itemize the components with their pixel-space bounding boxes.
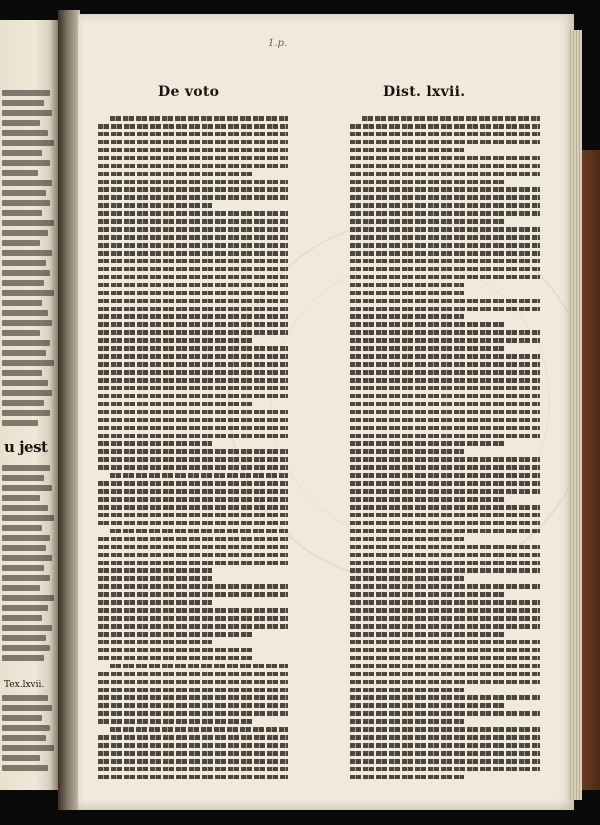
text-line [98, 584, 288, 589]
text-line [98, 243, 288, 248]
text-line [98, 195, 288, 200]
text-line [98, 759, 288, 764]
text-line [350, 172, 540, 177]
text-line [98, 322, 288, 327]
text-line [350, 299, 540, 304]
text-line [98, 370, 288, 375]
text-line [350, 711, 540, 716]
text-line [98, 354, 288, 359]
text-line [350, 576, 464, 581]
text-line [98, 600, 212, 605]
text-line [350, 680, 540, 685]
text-line [350, 322, 506, 327]
text-line [98, 680, 288, 685]
text-line [98, 767, 288, 772]
text-line [98, 418, 288, 423]
text-line [98, 124, 288, 129]
text-line [350, 354, 540, 359]
text-line [350, 600, 540, 605]
text-line [362, 116, 540, 121]
text-line [350, 688, 464, 693]
text-line [350, 203, 540, 208]
text-line [98, 703, 288, 708]
text-line [98, 148, 288, 153]
text-line [350, 251, 540, 256]
text-line [98, 235, 288, 240]
text-line [98, 156, 288, 161]
text-line [98, 719, 254, 724]
left-page-edge [0, 20, 58, 790]
text-line [98, 180, 288, 185]
text-line [350, 434, 540, 439]
text-line [350, 465, 540, 470]
text-line [350, 632, 506, 637]
text-line [98, 441, 212, 446]
text-line [350, 497, 506, 502]
text-line [98, 632, 254, 637]
text-line [350, 656, 540, 661]
text-line [98, 537, 288, 542]
text-line [350, 291, 464, 296]
text-line [98, 299, 288, 304]
text-line [110, 116, 288, 121]
text-line [98, 465, 288, 470]
text-line [98, 362, 288, 367]
text-line [350, 561, 540, 566]
text-line [98, 561, 288, 566]
text-line [98, 378, 288, 383]
text-line [98, 267, 288, 272]
text-line [350, 195, 540, 200]
text-line [110, 727, 288, 732]
text-line [350, 410, 540, 415]
text-line [98, 743, 288, 748]
text-line [98, 140, 288, 145]
left-page-heading: u jest [4, 438, 48, 456]
text-line [98, 227, 288, 232]
text-line [98, 314, 288, 319]
running-head-left: De voto [158, 84, 220, 100]
text-line [98, 576, 212, 581]
text-line [98, 505, 288, 510]
text-line [98, 410, 288, 415]
text-line [98, 695, 288, 700]
text-line [350, 378, 540, 383]
text-line [98, 338, 254, 343]
text-line [98, 449, 288, 454]
text-line [98, 172, 254, 177]
text-line [350, 124, 540, 129]
text-line [350, 314, 464, 319]
text-line [350, 489, 540, 494]
text-line [98, 513, 288, 518]
text-line [350, 751, 540, 756]
text-line [350, 275, 540, 280]
text-line [350, 132, 540, 137]
text-line [98, 497, 288, 502]
text-line [350, 267, 540, 272]
text-line [350, 759, 540, 764]
right-page [78, 14, 574, 810]
text-line [98, 592, 288, 597]
text-line [98, 386, 288, 391]
text-line [350, 180, 506, 185]
text-line [350, 164, 540, 169]
text-line [98, 648, 254, 653]
text-line [350, 330, 540, 335]
text-line [98, 164, 288, 169]
text-line [98, 489, 288, 494]
text-line [350, 156, 540, 161]
text-line [350, 672, 540, 677]
text-line [350, 624, 540, 629]
text-line [98, 402, 254, 407]
text-line [98, 426, 288, 431]
text-line [350, 727, 540, 732]
text-line [98, 656, 254, 661]
text-line [98, 307, 288, 312]
text-line [110, 529, 288, 534]
text-line [350, 370, 540, 375]
text-line [98, 521, 288, 526]
text-column-left [98, 116, 288, 783]
text-line [98, 330, 288, 335]
text-line [98, 346, 288, 351]
text-line [350, 664, 540, 669]
text-line [98, 132, 288, 137]
text-line [350, 529, 540, 534]
text-line [350, 235, 540, 240]
left-page-rubric: Tex.lxvii. [4, 680, 45, 690]
text-line [350, 505, 540, 510]
book-gutter [58, 10, 80, 810]
text-line [98, 211, 288, 216]
text-column-right [350, 116, 540, 783]
text-line [350, 243, 540, 248]
text-line [350, 211, 540, 216]
text-line [350, 513, 540, 518]
text-line [98, 275, 288, 280]
text-line [350, 695, 540, 700]
text-line [98, 545, 288, 550]
text-line [98, 616, 288, 621]
text-line [98, 481, 288, 486]
text-line [98, 775, 288, 780]
text-line [350, 219, 506, 224]
text-line [98, 203, 212, 208]
text-line [350, 346, 506, 351]
text-line [98, 251, 288, 256]
text-line [350, 449, 464, 454]
text-line [350, 553, 540, 558]
text-line [350, 775, 464, 780]
text-line [350, 743, 540, 748]
text-line [350, 394, 540, 399]
text-line [98, 259, 288, 264]
text-line [98, 434, 288, 439]
text-line [350, 457, 540, 462]
folio-mark: 1.p. [268, 38, 288, 49]
text-line [350, 386, 540, 391]
text-line [98, 688, 288, 693]
text-line [350, 608, 540, 613]
text-line [350, 259, 540, 264]
text-line [350, 537, 464, 542]
text-line [350, 767, 540, 772]
text-line [110, 473, 288, 478]
text-line [350, 648, 540, 653]
text-line [350, 148, 464, 153]
text-line [98, 283, 288, 288]
text-line [350, 616, 540, 621]
text-line [98, 219, 288, 224]
text-line [350, 338, 540, 343]
text-line [350, 402, 540, 407]
text-line [98, 751, 288, 756]
text-line [350, 307, 540, 312]
text-line [350, 441, 506, 446]
text-line [350, 568, 540, 573]
text-line [350, 426, 540, 431]
text-line [350, 362, 540, 367]
text-line [350, 521, 540, 526]
text-line [350, 140, 540, 145]
text-line [98, 187, 288, 192]
text-line [350, 735, 540, 740]
text-line [350, 584, 540, 589]
text-line [350, 719, 464, 724]
running-head-right: Dist. lxvii. [383, 84, 466, 100]
text-line [350, 703, 506, 708]
text-line [98, 394, 288, 399]
text-line [98, 291, 288, 296]
text-line [350, 592, 506, 597]
text-line [98, 672, 288, 677]
text-line [350, 640, 540, 645]
text-line [350, 187, 540, 192]
text-line [350, 418, 540, 423]
page-edges-stack [568, 30, 582, 800]
text-line [350, 473, 540, 478]
text-line [98, 553, 288, 558]
text-line [110, 664, 288, 669]
text-line [98, 735, 288, 740]
text-line [350, 283, 464, 288]
book-binding-edge [582, 150, 600, 790]
text-line [98, 711, 288, 716]
text-line [98, 457, 288, 462]
text-line [350, 227, 540, 232]
text-line [98, 608, 288, 613]
text-line [98, 624, 288, 629]
text-line [350, 481, 540, 486]
text-line [350, 545, 540, 550]
text-line [98, 640, 212, 645]
text-line [98, 568, 212, 573]
